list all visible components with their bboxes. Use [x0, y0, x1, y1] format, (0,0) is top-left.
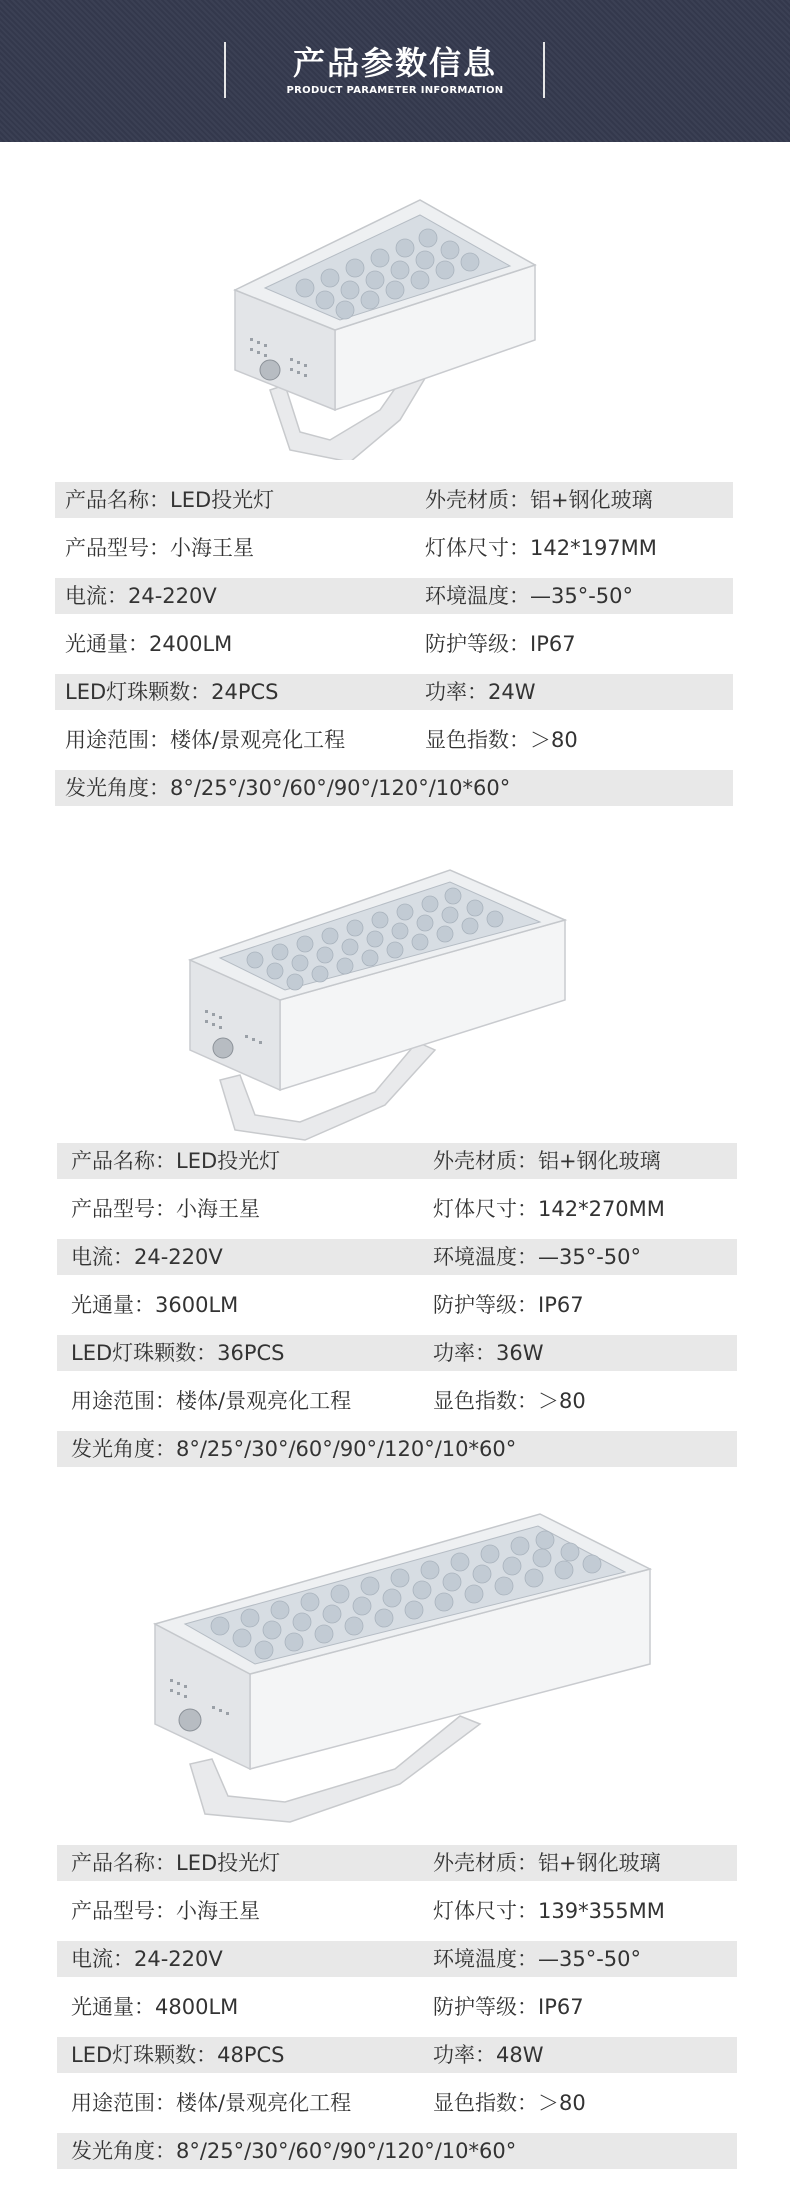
spec-cell-right: 外壳材质：铝+钢化玻璃	[433, 1851, 661, 1875]
spec-cell-left: 光通量：2400LM	[65, 632, 233, 656]
spec-cell-right: 环境温度：—35°-50°	[425, 584, 634, 608]
spec-row	[55, 578, 733, 614]
spec-row	[55, 674, 733, 710]
spec-table	[57, 1143, 737, 1473]
header-banner	[0, 0, 790, 142]
spec-row	[57, 1287, 737, 1323]
spec-cell-right: 防护等级：IP67	[433, 1293, 584, 1317]
spec-cell-right: 外壳材质：铝+钢化玻璃	[425, 488, 653, 512]
spec-cell-left: 光通量：4800LM	[71, 1995, 239, 2019]
spec-cell-left: 产品型号：小海王星	[71, 1899, 260, 1923]
floodlight-48w-image	[150, 1484, 660, 1824]
spec-row	[57, 2085, 737, 2121]
product-48w	[0, 1480, 790, 2203]
spec-cell-left: 用途范围：楼体/景观亮化工程	[71, 1389, 352, 1413]
spec-cell-left: 光通量：3600LM	[71, 1293, 239, 1317]
spec-row	[57, 2037, 737, 2073]
spec-row	[57, 1335, 737, 1371]
spec-row	[55, 770, 733, 806]
floodlight-36w-image	[185, 830, 575, 1145]
spec-row	[55, 530, 733, 566]
header-right-divider	[543, 42, 545, 98]
spec-cell-left: 产品名称：LED投光灯	[71, 1851, 281, 1875]
spec-cell-right: 防护等级：IP67	[433, 1995, 584, 2019]
spec-cell-left: LED灯珠颗数：48PCS	[71, 2043, 285, 2067]
spec-cell-left: 产品名称：LED投光灯	[65, 488, 275, 512]
spec-cell-left: 电流：24-220V	[71, 1947, 223, 1971]
spec-row	[57, 1191, 737, 1227]
spec-row	[57, 1383, 737, 1419]
spec-cell-left: 用途范围：楼体/景观亮化工程	[71, 2091, 352, 2115]
product-36w	[0, 820, 790, 1480]
spec-cell-right: 显色指数：＞80	[433, 1389, 586, 1413]
page-subtitle: PRODUCT PARAMETER INFORMATION	[286, 85, 504, 96]
spec-row	[57, 2133, 737, 2169]
spec-cell-right: 外壳材质：铝+钢化玻璃	[433, 1149, 661, 1173]
spec-cell-left: 发光角度：8°/25°/30°/60°/90°/120°/10*60°	[71, 2139, 517, 2163]
spec-cell-right: 功率：36W	[433, 1341, 544, 1365]
spec-cell-right: 环境温度：—35°-50°	[433, 1245, 642, 1269]
spec-cell-right: 灯体尺寸：139*355MM	[433, 1899, 665, 1923]
spec-row	[57, 1431, 737, 1467]
spec-row	[57, 1893, 737, 1929]
spec-cell-left: LED灯珠颗数：24PCS	[65, 680, 279, 704]
spec-cell-left: LED灯珠颗数：36PCS	[71, 1341, 285, 1365]
spec-cell-right: 环境温度：—35°-50°	[433, 1947, 642, 1971]
spec-row	[55, 482, 733, 518]
spec-table	[55, 482, 733, 800]
spec-cell-right: 显色指数：＞80	[425, 728, 578, 752]
spec-row	[57, 1239, 737, 1275]
spec-table	[57, 1845, 737, 2181]
floodlight-24w-image	[230, 170, 550, 460]
spec-cell-right: 灯体尺寸：142*197MM	[425, 536, 657, 560]
spec-cell-right: 显色指数：＞80	[433, 2091, 586, 2115]
spec-cell-right: 灯体尺寸：142*270MM	[433, 1197, 665, 1221]
spec-row	[57, 1143, 737, 1179]
spec-cell-left: 电流：24-220V	[65, 584, 217, 608]
spec-cell-left: 产品型号：小海王星	[65, 536, 254, 560]
spec-row	[55, 722, 733, 758]
spec-row	[57, 1845, 737, 1881]
spec-cell-right: 功率：48W	[433, 2043, 544, 2067]
spec-row	[57, 1989, 737, 2025]
spec-cell-left: 产品型号：小海王星	[71, 1197, 260, 1221]
spec-cell-right: 功率：24W	[425, 680, 536, 704]
spec-cell-left: 电流：24-220V	[71, 1245, 223, 1269]
spec-row	[57, 1941, 737, 1977]
page-title: 产品参数信息	[292, 44, 497, 82]
spec-cell-left: 发光角度：8°/25°/30°/60°/90°/120°/10*60°	[71, 1437, 517, 1461]
product-24w	[0, 150, 790, 820]
spec-cell-right: 防护等级：IP67	[425, 632, 576, 656]
spec-row	[55, 626, 733, 662]
spec-cell-left: 用途范围：楼体/景观亮化工程	[65, 728, 346, 752]
spec-cell-left: 产品名称：LED投光灯	[71, 1149, 281, 1173]
spec-cell-left: 发光角度：8°/25°/30°/60°/90°/120°/10*60°	[65, 776, 511, 800]
